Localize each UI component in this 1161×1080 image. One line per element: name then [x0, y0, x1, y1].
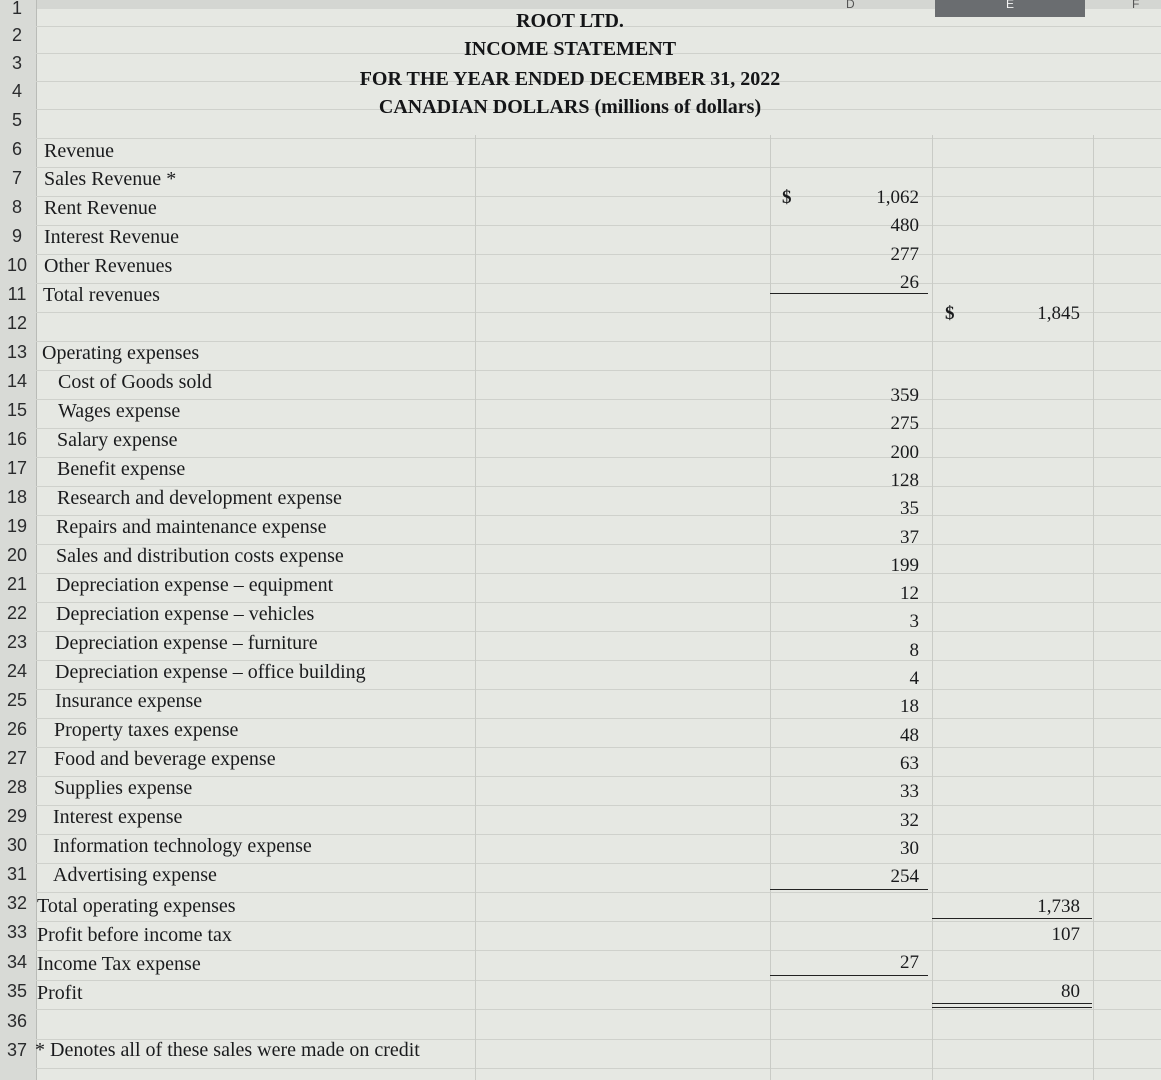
period-line[interactable]: FOR THE YEAR ENDED DECEMBER 31, 2022 [359, 68, 781, 90]
row-number-column [0, 0, 37, 1080]
profit-value[interactable]: 80 [1061, 981, 1080, 1002]
total-revenues-label[interactable]: Total revenues [43, 284, 160, 306]
row-gridline [36, 1068, 1161, 1069]
row-number[interactable]: 21 [6, 574, 28, 594]
expense-item-value[interactable]: 48 [900, 724, 919, 746]
expense-item-value[interactable]: 18 [900, 696, 919, 718]
total-operating-expenses-label[interactable]: Total operating expenses [37, 895, 236, 917]
row-number[interactable]: 17 [6, 458, 28, 478]
row-number[interactable]: 26 [6, 719, 28, 739]
total-expenses-underline [932, 918, 1092, 919]
column-divider [770, 135, 771, 1080]
revenue-item-label[interactable]: Interest Revenue [44, 226, 179, 248]
expense-item-value[interactable]: 63 [900, 752, 919, 774]
row-number[interactable]: 27 [6, 748, 28, 768]
row-number[interactable]: 20 [6, 545, 28, 565]
row-gridline [36, 921, 1161, 922]
row-number[interactable]: 9 [11, 226, 22, 246]
expense-item-label[interactable]: Interest expense [53, 806, 183, 828]
expense-item-label[interactable]: Research and development expense [57, 487, 342, 509]
expense-item-label[interactable]: Information technology expense [53, 835, 312, 857]
row-gridline [36, 196, 1161, 197]
row-number[interactable]: 25 [6, 690, 28, 710]
row-gridline [36, 689, 1161, 690]
row-number[interactable]: 10 [6, 255, 28, 275]
expense-item-value[interactable]: 275 [890, 413, 919, 435]
row-number[interactable]: 30 [6, 835, 28, 855]
expense-item-value[interactable]: 35 [900, 498, 919, 520]
expense-item-label[interactable]: Advertising expense [53, 864, 217, 886]
expense-item-label[interactable]: Sales and distribution costs expense [56, 545, 344, 567]
expense-item-label[interactable]: Depreciation expense – office building [55, 661, 366, 683]
revenue-item-label[interactable]: Sales Revenue * [44, 168, 177, 190]
total-operating-expenses-value[interactable]: 1,738 [1037, 896, 1080, 917]
revenue-item-value[interactable]: 277 [890, 244, 919, 265]
column-divider [1093, 135, 1094, 1080]
row-gridline [36, 457, 1161, 458]
row-number[interactable]: 1 [11, 0, 22, 18]
expense-item-label[interactable]: Wages expense [58, 400, 181, 422]
row-gridline [36, 283, 1161, 284]
revenue-item-label[interactable]: Rent Revenue [44, 197, 157, 219]
expense-item-label[interactable]: Cost of Goods sold [58, 371, 212, 393]
company-name[interactable]: ROOT LTD. [516, 10, 624, 32]
row-gridline [36, 950, 1161, 951]
revenue-item-label[interactable]: Other Revenues [44, 255, 173, 277]
expense-item-value[interactable]: 30 [900, 837, 919, 859]
row-number[interactable]: 32 [6, 893, 28, 913]
expense-item-value[interactable]: 3 [909, 611, 919, 633]
row-gridline [36, 805, 1161, 806]
row-gridline [36, 1009, 1161, 1010]
row-gridline [36, 892, 1161, 893]
row-number[interactable]: 35 [6, 981, 28, 1001]
expense-item-label[interactable]: Food and beverage expense [54, 748, 276, 770]
expense-item-label[interactable]: Property taxes expense [54, 719, 239, 741]
expense-item-label[interactable]: Insurance expense [55, 690, 203, 712]
expense-item-label[interactable]: Benefit expense [57, 458, 186, 480]
row-number[interactable]: 14 [6, 371, 28, 391]
expense-item-value[interactable]: 12 [900, 583, 919, 605]
row-gridline [36, 428, 1161, 429]
row-number[interactable]: 6 [11, 139, 22, 159]
row-number[interactable]: 37 [6, 1040, 28, 1060]
row-gridline [36, 776, 1161, 777]
footnote[interactable]: * Denotes all of these sales were made on credit [35, 1039, 420, 1061]
statement-title[interactable]: INCOME STATEMENT [463, 38, 677, 60]
revenue-heading[interactable]: Revenue [44, 140, 114, 162]
expense-item-value[interactable]: 199 [890, 554, 919, 576]
operating-expenses-heading[interactable]: Operating expenses [42, 342, 200, 364]
total-revenues-symbol: $ [945, 303, 955, 324]
revenue-subtotal-underline [770, 293, 928, 294]
column-header-f[interactable]: F [1132, 0, 1140, 11]
row-number[interactable]: 29 [6, 806, 28, 826]
column-divider [932, 135, 933, 1080]
expense-item-label[interactable]: Depreciation expense – vehicles [56, 603, 315, 625]
row-number[interactable]: 19 [6, 516, 28, 536]
profit-label[interactable]: Profit [37, 982, 83, 1004]
expense-item-value[interactable]: 200 [890, 441, 919, 463]
profit-double-underline-bottom [932, 1007, 1092, 1008]
row-number[interactable]: 18 [6, 487, 28, 507]
expense-item-value[interactable]: 128 [890, 469, 919, 491]
row-gridline [36, 225, 1161, 226]
row-number[interactable]: 8 [11, 197, 22, 217]
row-gridline [36, 399, 1161, 400]
expenses-subtotal-underline [770, 889, 928, 890]
expense-item-label[interactable]: Depreciation expense – furniture [55, 632, 318, 654]
income-tax-label[interactable]: Income Tax expense [37, 953, 201, 975]
column-header-e[interactable]: E [1006, 0, 1015, 11]
row-number[interactable]: 2 [11, 25, 22, 45]
row-number[interactable]: 4 [11, 81, 22, 101]
revenue-item-value[interactable]: 26 [900, 272, 919, 293]
row-number[interactable]: 28 [6, 777, 28, 797]
revenue-item-value[interactable]: 480 [890, 215, 919, 236]
row-gridline [36, 138, 1161, 139]
column-header-d[interactable]: D [846, 0, 855, 11]
row-number[interactable]: 33 [6, 922, 28, 942]
expense-item-label[interactable]: Supplies expense [54, 777, 193, 799]
expense-item-value[interactable]: 33 [900, 781, 919, 803]
row-number[interactable]: 16 [6, 429, 28, 449]
revenue-item-value[interactable]: 1,062 [876, 187, 919, 208]
expense-item-value[interactable]: 37 [900, 526, 919, 548]
row-number[interactable]: 22 [6, 603, 28, 623]
row-number[interactable]: 15 [6, 400, 28, 420]
income-tax-underline [770, 975, 928, 976]
row-number[interactable]: 23 [6, 632, 28, 652]
profit-double-underline-top [932, 1003, 1092, 1004]
expense-item-label[interactable]: Repairs and maintenance expense [56, 516, 327, 538]
column-divider [475, 135, 476, 1080]
row-number[interactable]: 5 [11, 110, 22, 130]
expense-item-value[interactable]: 359 [890, 385, 919, 406]
row-number[interactable]: 7 [11, 168, 22, 188]
total-revenues-value[interactable]: 1,845 [1037, 303, 1080, 324]
row-number[interactable]: 36 [6, 1011, 28, 1031]
expense-item-value[interactable]: 254 [890, 866, 919, 888]
row-gridline [36, 167, 1161, 168]
row-number[interactable]: 3 [11, 53, 22, 73]
row-number[interactable]: 12 [6, 313, 28, 333]
profit-before-tax-label[interactable]: Profit before income tax [37, 924, 232, 946]
expense-item-value[interactable]: 8 [909, 639, 919, 661]
currency-line[interactable]: CANADIAN DOLLARS (millions of dollars) [378, 96, 762, 118]
row-number[interactable]: 34 [6, 952, 28, 972]
row-number[interactable]: 13 [6, 342, 28, 362]
row-number[interactable]: 24 [6, 661, 28, 681]
expense-item-label[interactable]: Depreciation expense – equipment [56, 574, 334, 596]
row-number[interactable]: 11 [7, 284, 27, 304]
income-tax-value[interactable]: 27 [900, 952, 919, 973]
expense-item-value[interactable]: 4 [909, 668, 919, 689]
row-gridline [36, 254, 1161, 255]
revenue-currency-symbol: $ [782, 187, 792, 208]
profit-before-tax-value[interactable]: 107 [1051, 924, 1080, 945]
expense-item-label[interactable]: Salary expense [57, 429, 178, 451]
row-number[interactable]: 31 [6, 864, 28, 884]
expense-item-value[interactable]: 32 [900, 809, 919, 831]
row-gridline [36, 341, 1161, 342]
